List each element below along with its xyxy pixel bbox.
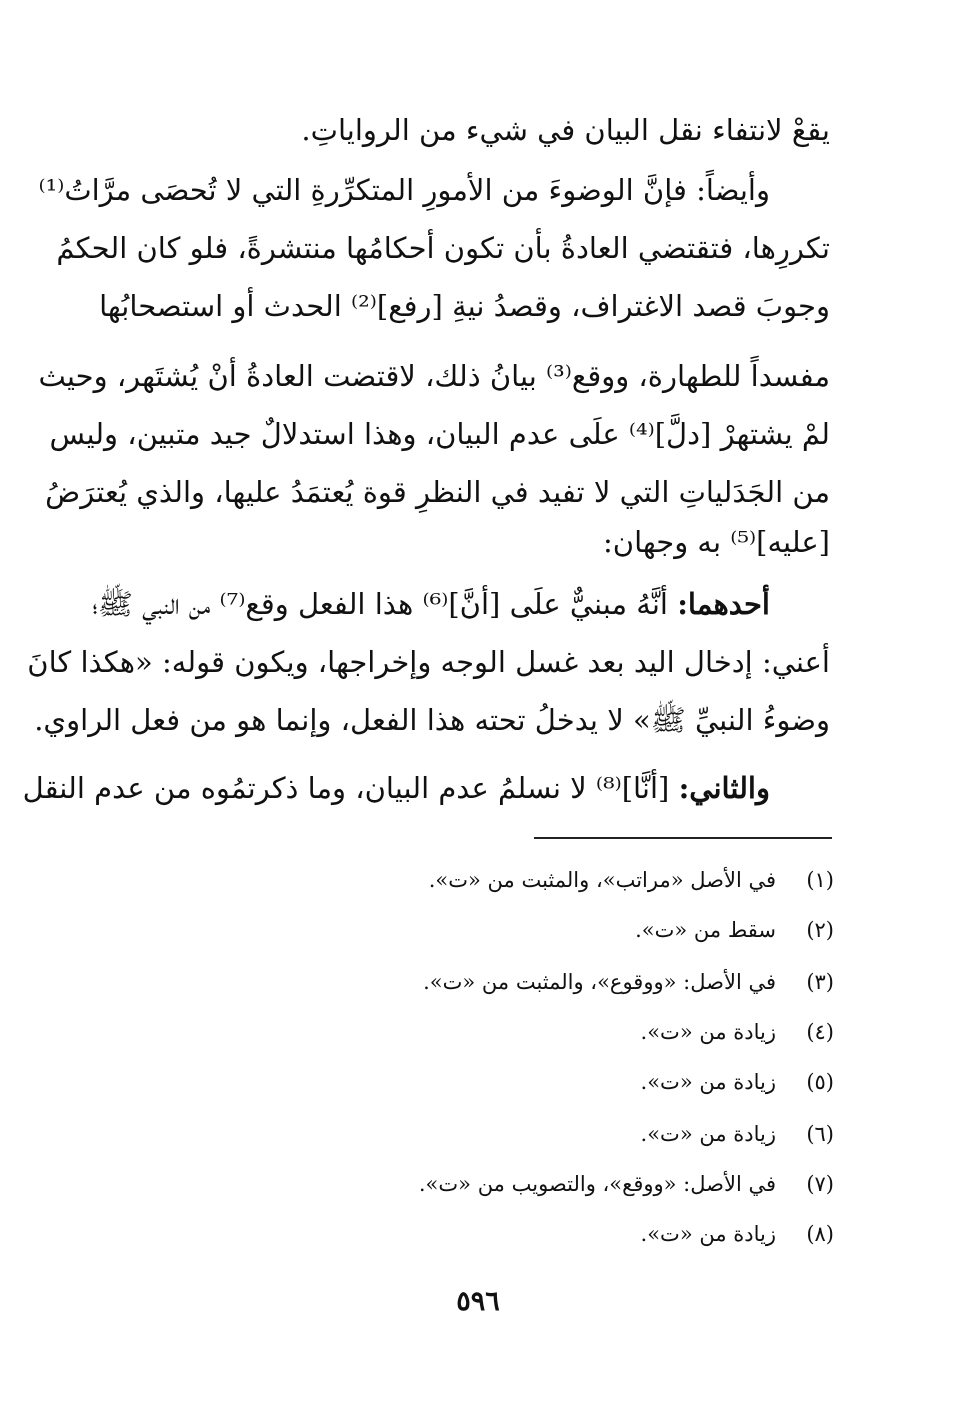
body-line: أعني: إدخال اليد بعد غسل الوجه وإخراجها، ويكون قوله: «هكذا كانَ — [27, 645, 830, 679]
footnote-text: زيادة من «ت». — [640, 1020, 776, 1044]
footnote — [274, 908, 834, 952]
body-line: تكررِها، فتقتضي العادةُ بأن تكون أحكامُها منتشرةً، فلو كان الحكمُ — [56, 231, 830, 265]
footnote-number: (١) — [806, 868, 834, 892]
footnote-number: (٨) — [806, 1222, 834, 1246]
body-line: [عليه]⁽⁵⁾ به وجهان: — [603, 525, 830, 559]
footnote — [274, 1010, 834, 1054]
second-point-text: [أنَّا]⁽⁸⁾ لا نسلمُ عدم البيان، وما ذكرتمُوه من عدم النقل — [22, 771, 670, 805]
footnote-separator — [534, 837, 832, 839]
footnote — [274, 858, 834, 902]
footnote-text: زيادة من «ت». — [640, 1070, 776, 1094]
body-line: من الجَدَلياتِ التي لا تفيد في النظرِ قوة يُعتمَدُ عليها، والذي يُعترَضُ — [45, 475, 830, 509]
footnote-text: في الأصل «مراتب»، والمثبت من «ت». — [428, 868, 776, 892]
footnote — [274, 1112, 834, 1156]
page-number: ٥٩٦ — [456, 1286, 500, 1317]
footnote-number: (٥) — [806, 1070, 834, 1094]
first-point-text: أنَّهُ مبنيٌّ علَى [أنَّ]⁽⁶⁾ هذا الفعل وقع⁽⁷⁾ من النبي ﷺ؛ — [92, 587, 668, 621]
footnote-text: في الأصل: «ووقع»، والتصويب من «ت». — [418, 1172, 776, 1196]
first-point-label: أحدهما: — [677, 587, 770, 621]
body-line: وضوءُ النبيِّ ﷺ» لا يدخلُ تحته هذا الفعل، وإنما هو من فعل الراوي. — [34, 703, 830, 737]
second-point-label: والثاني: — [678, 771, 770, 805]
footnote — [274, 1212, 834, 1256]
body-line: لمْ يشتهرْ [دلَّ]⁽⁴⁾ علَى عدم البيان، وهذا استدلالٌ جيد متبين، وليس — [49, 417, 830, 451]
footnote — [274, 960, 834, 1004]
footnote-text: زيادة من «ت». — [640, 1122, 776, 1146]
footnote-text: زيادة من «ت». — [640, 1222, 776, 1246]
footnote-text: سقط من «ت». — [635, 918, 776, 942]
footnote-number: (٤) — [806, 1020, 834, 1044]
footnote-number: (٧) — [806, 1172, 834, 1196]
footnote-number: (٣) — [806, 970, 834, 994]
body-line: وجوبَ قصد الاغتراف، وقصدُ نيةِ [رفع]⁽²⁾ الحدث أو استصحابُها — [99, 289, 830, 323]
first-point-line — [92, 574, 770, 634]
footnote-text: في الأصل: «ووقوع»، والمثبت من «ت». — [423, 970, 776, 994]
footnote-number: (٢) — [806, 918, 834, 942]
footnote — [274, 1162, 834, 1206]
footnote-number: (٦) — [806, 1122, 834, 1146]
body-line: مفسداً للطهارة، ووقع⁽³⁾ بيانُ ذلك، لاقتضت العادةُ أنْ يُشتَهر، وحيث — [38, 359, 830, 393]
body-line: وأيضاً: فإنَّ الوضوءَ من الأمورِ المتكرِّرةِ التي لا تُحصَى مرَّاتُ⁽¹⁾ — [38, 173, 770, 207]
footnote — [274, 1060, 834, 1104]
second-point-line — [22, 758, 770, 818]
body-line: يقعْ لانتفاء نقل البيان في شيء من الرواياتِ. — [301, 113, 830, 147]
